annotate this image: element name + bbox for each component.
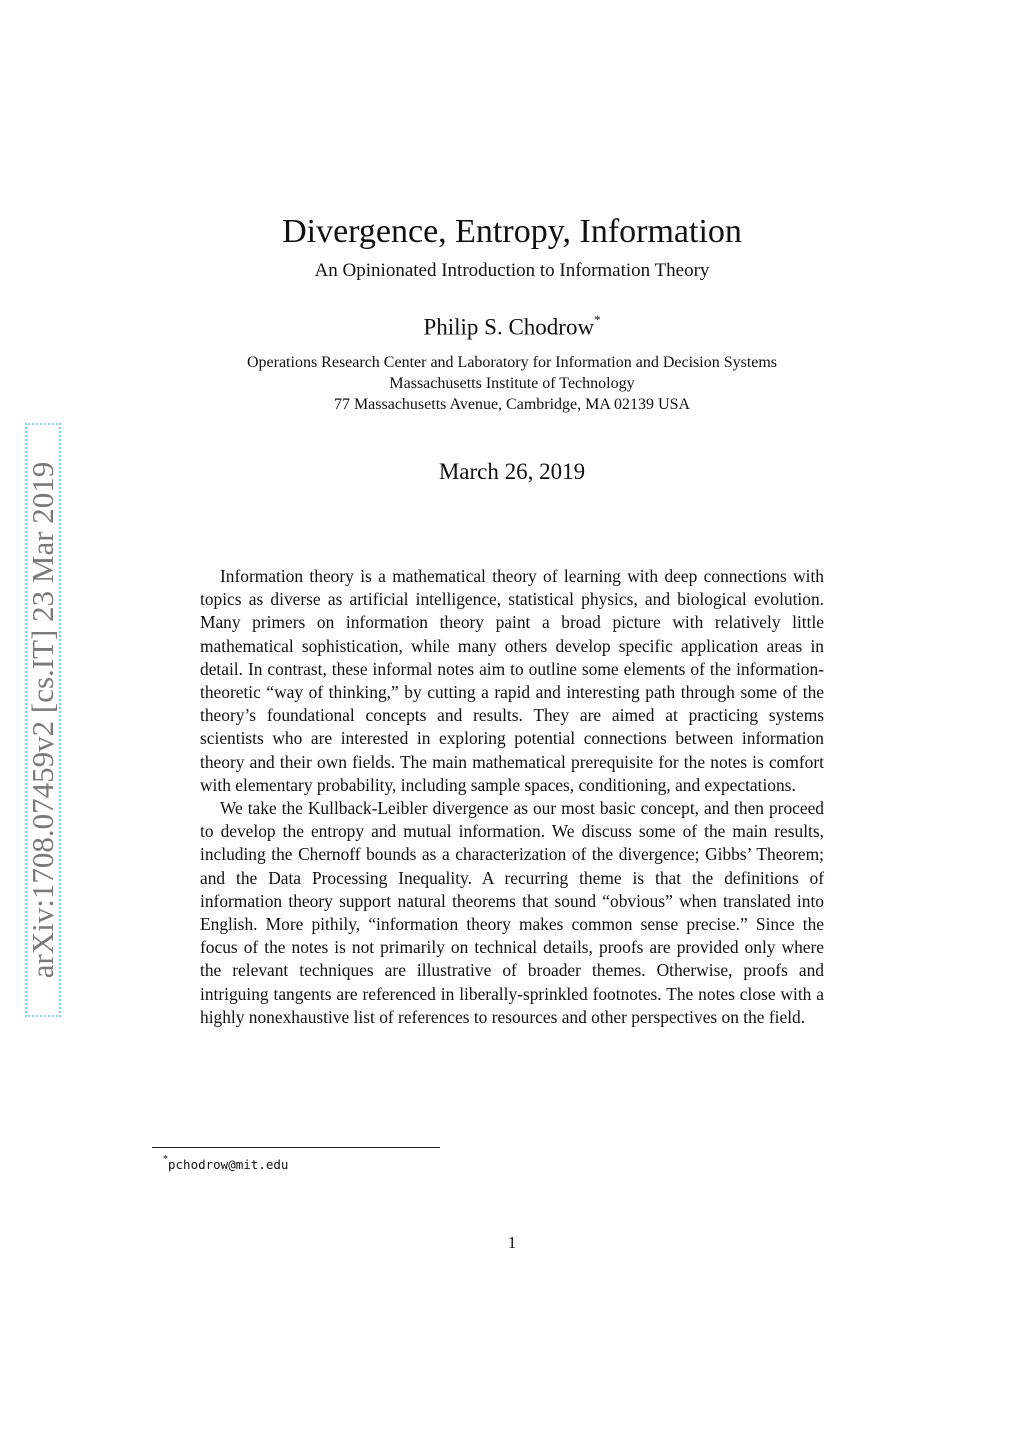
arxiv-stamp bbox=[25, 423, 61, 1017]
paper-title: Divergence, Entropy, Information bbox=[282, 213, 742, 250]
footnote-mark: * bbox=[163, 1154, 168, 1165]
paper-date: March 26, 2019 bbox=[438, 459, 586, 484]
abstract-paragraph: We take the Kullback-Leibler divergence as our most basic concept, and then proceed to develop the entropy and mutual information. We discuss some of the main results, including the Chernoff bounds as a characterization of the divergence; Gibbs’ Theorem; and the Data Processing Inequality. A recurring theme is that the definitions of information theory support natural theorems that sound “obvious” when translated into English. More pithily, “information theory makes common sense precise.” Since the focus of the notes is not primarily on technical details, proofs are provided only where the relevant techniques are illustrative of broader themes. Otherwise, proofs and intriguing tangents are referenced in liberally-sprinkled footnotes. The notes close with a highly nonexhaustive list of references to resources and other perspectives on the field. bbox=[200, 798, 824, 1027]
author-name: Philip S. Chodrow bbox=[423, 314, 595, 340]
arxiv-identifier: arXiv:1708.07459v2 [cs.IT] 23 Mar 2019 bbox=[25, 461, 60, 979]
author-email-link[interactable]: pchodrow@mit.edu bbox=[168, 1157, 289, 1173]
affiliation-line: 77 Massachusetts Avenue, Cambridge, MA 02139 USA bbox=[333, 396, 691, 413]
affiliation-line: Operations Research Center and Laboratory for Information and Decision Systems bbox=[246, 354, 778, 371]
author-line bbox=[0, 308, 1024, 342]
author-footnote-mark[interactable]: * bbox=[594, 312, 601, 327]
paper-subtitle: An Opinionated Introduction to Information Theory bbox=[314, 260, 710, 281]
page-number: 1 bbox=[507, 1233, 517, 1252]
affiliation-line: Massachusetts Institute of Technology bbox=[389, 375, 635, 392]
footnote bbox=[163, 1153, 288, 1174]
abstract bbox=[200, 565, 824, 1029]
abstract-paragraph: Information theory is a mathematical theory of learning with deep connections with topics as diverse as artificial intelligence, statistical physics, and biological evolution. Many primers on information theory paint a broad picture with relatively little mathematical sophistication, while many others develop specific application areas in detail. In contrast, these informal notes aim to outline some elements of the information-theoretic “way of thinking,” by cutting a rapid and interesting path through some of the theory’s foundational concepts and results. They are aimed at practicing systems scientists who are interested in exploring potential connections between information theory and their own fields. The main mathematical prerequisite for the notes is comfort with elementary probability, including sample spaces, conditioning, and expectations. bbox=[200, 566, 824, 795]
footnote-rule bbox=[152, 1147, 440, 1148]
affiliation-block bbox=[0, 352, 1024, 415]
